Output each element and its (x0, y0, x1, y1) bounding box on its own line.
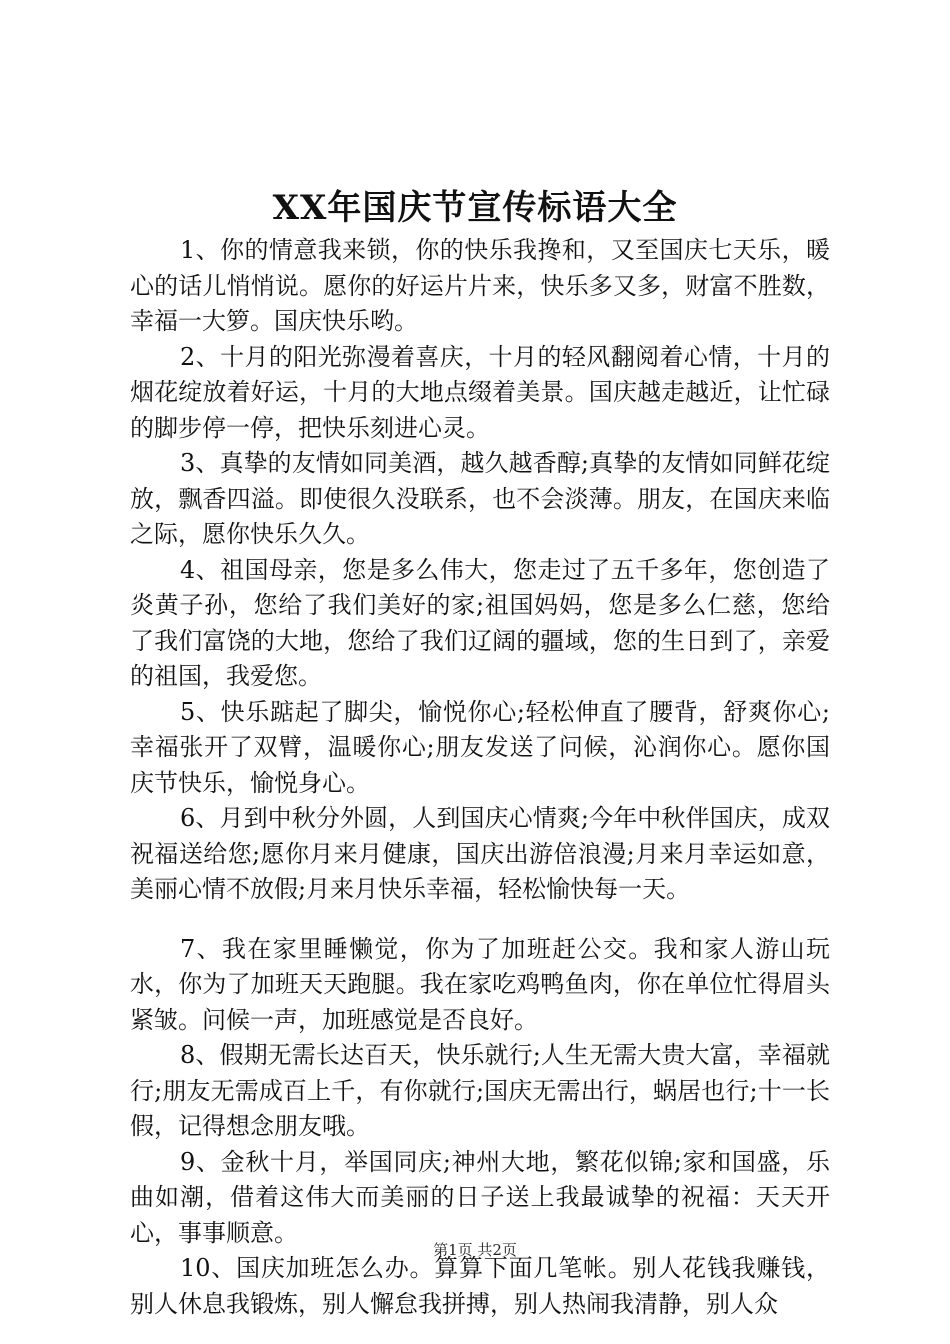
paragraph-3: 3、真挚的友情如同美酒，越久越香醇;真挚的友情如同鲜花绽放，飘香四溢。即使很久没联系，也不会淡薄。朋友，在国庆来临之际，愿你快乐久久。 (130, 449, 830, 548)
paragraph-1: 1、你的情意我来锁，你的快乐我搀和，又至国庆七天乐，暖心的话儿悄悄说。愿你的好运片片来，快乐多又多，财富不胜数，幸福一大箩。国庆快乐哟。 (130, 236, 830, 335)
document-body (130, 233, 830, 1322)
document-title: XX年国庆节宣传标语大全 (272, 188, 678, 228)
paragraph-4: 4、祖国母亲，您是多么伟大，您走过了五千多年，您创造了炎黄子孙，您给了我们美好的家;祖国妈妈，您是多么仁慈，您给了我们富饶的大地，您给了我们辽阔的疆域，您的生日到了，亲爱的祖国，我爱您。 (130, 555, 830, 690)
paragraph-8: 8、假期无需长达百天，快乐就行;人生无需大贵大富，幸福就行;朋友无需成百上千，有你就行;国庆无需出行，蜗居也行;十一长假，记得想念朋友哦。 (130, 1041, 830, 1140)
paragraph-10: 10、国庆加班怎么办。算算下面几笔帐。别人花钱我赚钱，别人休息我锻炼，别人懈怠我拼搏，别人热闹我清静，别人众 (130, 1254, 830, 1318)
paragraph-2: 2、十月的阳光弥漫着喜庆，十月的轻风翻阅着心情，十月的烟花绽放着好运，十月的大地点缀着美景。国庆越走越近，让忙碌的脚步停一停，把快乐刻进心灵。 (130, 342, 830, 442)
paragraph-7: 7、我在家里睡懒觉，你为了加班赶公交。我和家人游山玩水，你为了加班天天跑腿。我在家吃鸡鸭鱼肉，你在单位忙得眉头紧皱。问候一声，加班感觉是否良好。 (130, 934, 830, 1034)
paragraph-5: 5、快乐踮起了脚尖，愉悦你心;轻松伸直了腰背，舒爽你心;幸福张开了双臂，温暖你心;朋友发送了问候，沁润你心。愿你国庆节快乐，愉悦身心。 (130, 697, 830, 797)
page-footer: 第1页 共2页 (433, 1241, 517, 1259)
paragraph-9: 9、金秋十月，举国同庆;神州大地，繁花似锦;家和国盛，乐曲如潮，借着这伟大而美丽的日子送上我最诚挚的祝福：天天开心，事事顺意。 (130, 1147, 830, 1247)
paragraph-6: 6、月到中秋分外圆，人到国庆心情爽;今年中秋伴国庆，成双祝福送给您;愿你月来月健康，国庆出游倍浪漫;月来月幸运如意，美丽心情不放假;月来月快乐幸福，轻松愉快每一天。 (130, 804, 830, 903)
